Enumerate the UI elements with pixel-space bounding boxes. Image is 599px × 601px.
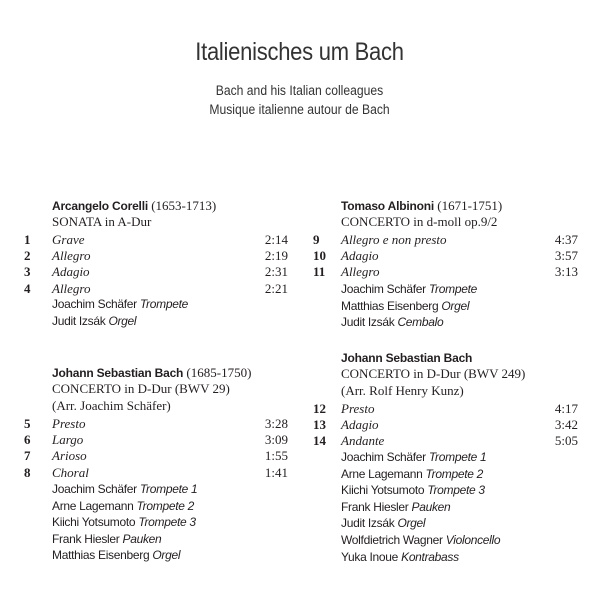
performer-line <box>341 450 486 464</box>
performer-instrument: Trompete 3 <box>427 483 485 498</box>
performer-line <box>341 516 425 530</box>
track-duration: 3:42 <box>554 417 578 433</box>
work-title: SONATA in A-Dur <box>52 214 152 229</box>
performer-line <box>341 467 483 481</box>
composer-name: Johann Sebastian Bach <box>52 366 184 380</box>
performer-name: Yuka Inoue <box>341 549 399 564</box>
composer-dates: (1653-1713) <box>151 198 217 213</box>
performer-line <box>52 297 188 311</box>
performer-line <box>341 299 469 313</box>
performer-name: Kiichi Yotsumoto <box>341 483 425 498</box>
performer-name: Matthias Eisenberg <box>52 548 150 563</box>
track-duration: 2:19 <box>264 248 288 264</box>
composer-line <box>341 198 502 214</box>
composer-name: Arcangelo Corelli <box>52 199 148 213</box>
track-number: 1 <box>24 232 31 247</box>
track-number: 14 <box>313 433 326 449</box>
performer-line <box>341 500 450 514</box>
track-duration: 2:21 <box>264 280 288 296</box>
performer-name: Frank Hiesler <box>52 531 120 546</box>
performer-name: Frank Hiesler <box>341 499 409 514</box>
performer-instrument: Trompete 2 <box>425 466 484 481</box>
track-number: 11 <box>313 264 326 280</box>
performer-name: Judit Izsák <box>341 516 395 531</box>
performer-instrument: Orgel <box>152 548 181 563</box>
track-number: 5 <box>24 416 31 431</box>
performer-name: Kiichi Yotsumoto <box>52 515 136 530</box>
track-number: 10 <box>313 248 326 264</box>
track-number: 8 <box>24 464 31 480</box>
performer-line <box>341 315 443 329</box>
subtitle-french: Musique italienne autour de Bach <box>209 102 390 117</box>
track-title: Presto <box>341 401 375 416</box>
track-title: Grave <box>52 232 85 247</box>
composer-line <box>52 365 251 381</box>
track-title: Allegro <box>341 264 380 280</box>
performer-instrument: Trompete 3 <box>138 515 196 530</box>
performer-line <box>52 482 197 496</box>
track-duration: 2:31 <box>264 264 288 280</box>
subtitle-english: Bach and his Italian colleagues <box>215 83 384 98</box>
track-title: Allegro e non presto <box>341 232 447 247</box>
performer-line <box>341 282 477 296</box>
track-title: Adagio <box>52 264 90 280</box>
performer-name: Joachim Schäfer <box>341 450 426 464</box>
performer-instrument: Violoncello <box>445 533 501 547</box>
performer-instrument: Trompete 2 <box>136 498 195 513</box>
performer-instrument: Trompete <box>139 297 188 311</box>
work-title: CONCERTO in D-Dur (BWV 249) <box>341 366 526 381</box>
performer-name: Joachim Schäfer <box>52 482 137 496</box>
track-duration: 2:14 <box>264 232 288 247</box>
track-title: Arioso <box>52 448 87 464</box>
composer-name: Johann Sebastian Bach <box>341 351 473 365</box>
performer-instrument: Trompete 1 <box>428 450 487 464</box>
track-number: 7 <box>24 448 31 464</box>
composer-dates: (1685-1750) <box>186 365 252 380</box>
composer-name: Tomaso Albinoni <box>341 199 434 213</box>
track-number: 3 <box>24 264 31 280</box>
track-number: 6 <box>24 432 31 448</box>
performer-line <box>52 515 196 529</box>
track-duration: 3:57 <box>554 248 578 264</box>
performer-instrument: Trompete 1 <box>139 482 198 496</box>
track-duration: 5:05 <box>554 433 578 449</box>
work-title: CONCERTO in d-moll op.9/2 <box>341 214 498 229</box>
track-title: Largo <box>52 432 84 448</box>
track-number: 9 <box>313 232 320 247</box>
performer-name: Joachim Schäfer <box>52 297 137 311</box>
performer-line <box>341 483 485 497</box>
track-title: Choral <box>52 464 89 480</box>
track-duration: 1:41 <box>264 464 288 480</box>
performer-name: Arne Lagemann <box>52 498 134 513</box>
track-duration: 4:17 <box>554 401 578 416</box>
performer-instrument: Pauken <box>411 499 451 514</box>
track-title: Allegro <box>52 248 91 264</box>
track-title: Allegro <box>52 280 91 296</box>
composer-line <box>341 350 472 366</box>
track-number: 13 <box>313 417 326 433</box>
performer-instrument: Orgel <box>441 298 470 313</box>
track-title: Adagio <box>341 248 379 264</box>
track-duration: 3:28 <box>264 416 288 431</box>
performer-line <box>52 532 161 546</box>
performer-name: Judit Izsák <box>52 313 106 328</box>
performer-line <box>52 314 136 328</box>
performer-instrument: Orgel <box>397 516 426 531</box>
performer-line <box>52 548 180 562</box>
performer-line <box>341 550 459 564</box>
track-title: Andante <box>341 433 385 449</box>
performer-line <box>52 499 194 513</box>
performer-instrument: Pauken <box>122 531 162 546</box>
performer-name: Joachim Schäfer <box>341 282 426 296</box>
arrangement: (Arr. Rolf Henry Kunz) <box>341 383 464 398</box>
performer-instrument: Trompete <box>428 282 477 296</box>
composer-line <box>52 198 216 214</box>
performer-instrument: Kontrabass <box>401 549 459 564</box>
performer-name: Judit Izsák <box>341 315 395 330</box>
arrangement: (Arr. Joachim Schäfer) <box>52 398 171 413</box>
track-duration: 1:55 <box>264 448 288 464</box>
track-duration: 3:13 <box>554 264 578 280</box>
performer-name: Arne Lagemann <box>341 466 423 481</box>
page-title: Italienisches um Bach <box>195 38 404 66</box>
performer-line <box>341 533 500 547</box>
track-title: Adagio <box>341 417 379 433</box>
track-duration: 4:37 <box>554 232 578 247</box>
track-number: 4 <box>24 280 31 296</box>
performer-instrument: Orgel <box>108 313 137 328</box>
track-number: 12 <box>313 401 326 416</box>
track-number: 2 <box>24 248 31 264</box>
performer-name: Matthias Eisenberg <box>341 298 439 313</box>
work-title: CONCERTO in D-Dur (BWV 29) <box>52 381 230 396</box>
track-title: Presto <box>52 416 86 431</box>
composer-dates: (1671-1751) <box>437 198 503 213</box>
performer-instrument: Cembalo <box>397 315 444 330</box>
track-duration: 3:09 <box>264 432 288 448</box>
performer-name: Wolfdietrich Wagner <box>341 533 443 547</box>
